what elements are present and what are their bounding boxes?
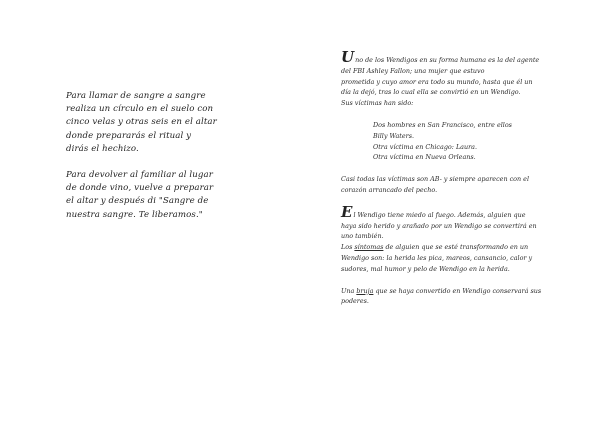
text-line: Sus víctimas han sido: (341, 99, 414, 108)
text-line: cinco velas y otras seis en el altar (66, 117, 217, 128)
blood-type-paragraph (341, 174, 561, 196)
text-fragment: de alguien que se esté transformando en un (383, 243, 529, 252)
text-line: del FBI Ashley Fallon; una mujer que estuvo (341, 66, 485, 75)
drop-cap: E (341, 202, 353, 221)
text-line: sudores, mal humor y pelo de Wendigo en la herida. (341, 264, 510, 273)
text-line (341, 48, 561, 66)
symptoms-keyword: síntomas (354, 243, 384, 252)
fire-fear-paragraph (341, 202, 561, 242)
text-line: corazón arrancado del pecho. (341, 185, 438, 194)
text-line (341, 286, 561, 297)
witch-paragraph (341, 286, 561, 308)
text-line: el altar y después di "Sangre de (66, 196, 209, 207)
text-line: poderes. (341, 297, 369, 306)
text-line: haya sido herido y arañado por un Wendigo se convertirá en (341, 221, 537, 230)
text-line: Wendigo son: la herida les pica, mareos, cansancio, calor y (341, 253, 533, 262)
text-line: Casi todas las víctimas son AB- y siempre aparecen con el (341, 175, 529, 184)
text-line-content: l Wendigo tiene miedo al fuego. Además, alguien que (353, 210, 526, 219)
text-line: Para llamar de sangre a sangre (66, 91, 206, 101)
ritual-instructions (66, 90, 226, 235)
text-line: uno también. (341, 232, 384, 241)
victim-item: Dos hombres en San Francisco, entre ellos (373, 120, 512, 129)
text-line (341, 242, 561, 253)
text-line: realiza un círculo en el suelo con (66, 104, 214, 115)
text-line: donde prepararás el ritual y (66, 130, 192, 141)
victim-item: Otra víctima en Chicago: Laura. (373, 142, 478, 151)
text-line: día la dejó, tras lo cual ella se convirtió en un Wendigo. (341, 88, 521, 97)
symptoms-paragraph (341, 242, 561, 274)
text-fragment: Los (341, 243, 355, 252)
release-paragraph (66, 169, 226, 222)
drop-cap: U (341, 48, 355, 66)
ashley-fallon-paragraph (341, 48, 561, 109)
text-line: dirás el hechizo. (66, 143, 139, 154)
text-line-content: no de los Wendigos en su forma humana es la del agente (355, 56, 540, 64)
text-fragment: Una (341, 286, 357, 295)
text-line: nuestra sangre. Te liberamos." (66, 209, 203, 220)
text-line: de donde vino, vuelve a preparar (66, 183, 214, 194)
summon-paragraph (66, 90, 226, 156)
text-line: Para devolver al familiar al lugar (66, 170, 213, 181)
text-line (341, 202, 561, 221)
text-fragment: que se haya convertido en Wendigo conservará sus (373, 286, 542, 295)
witch-keyword: bruja (356, 286, 374, 295)
victim-item: Billy Waters. (373, 131, 415, 140)
victims-list (341, 120, 561, 163)
text-line: prometida y cuyo amor era todo su mundo, hasta que él un (341, 77, 533, 86)
wendigo-notes (341, 48, 561, 318)
victim-item: Otra víctima en Nueva Orleans. (373, 153, 476, 162)
